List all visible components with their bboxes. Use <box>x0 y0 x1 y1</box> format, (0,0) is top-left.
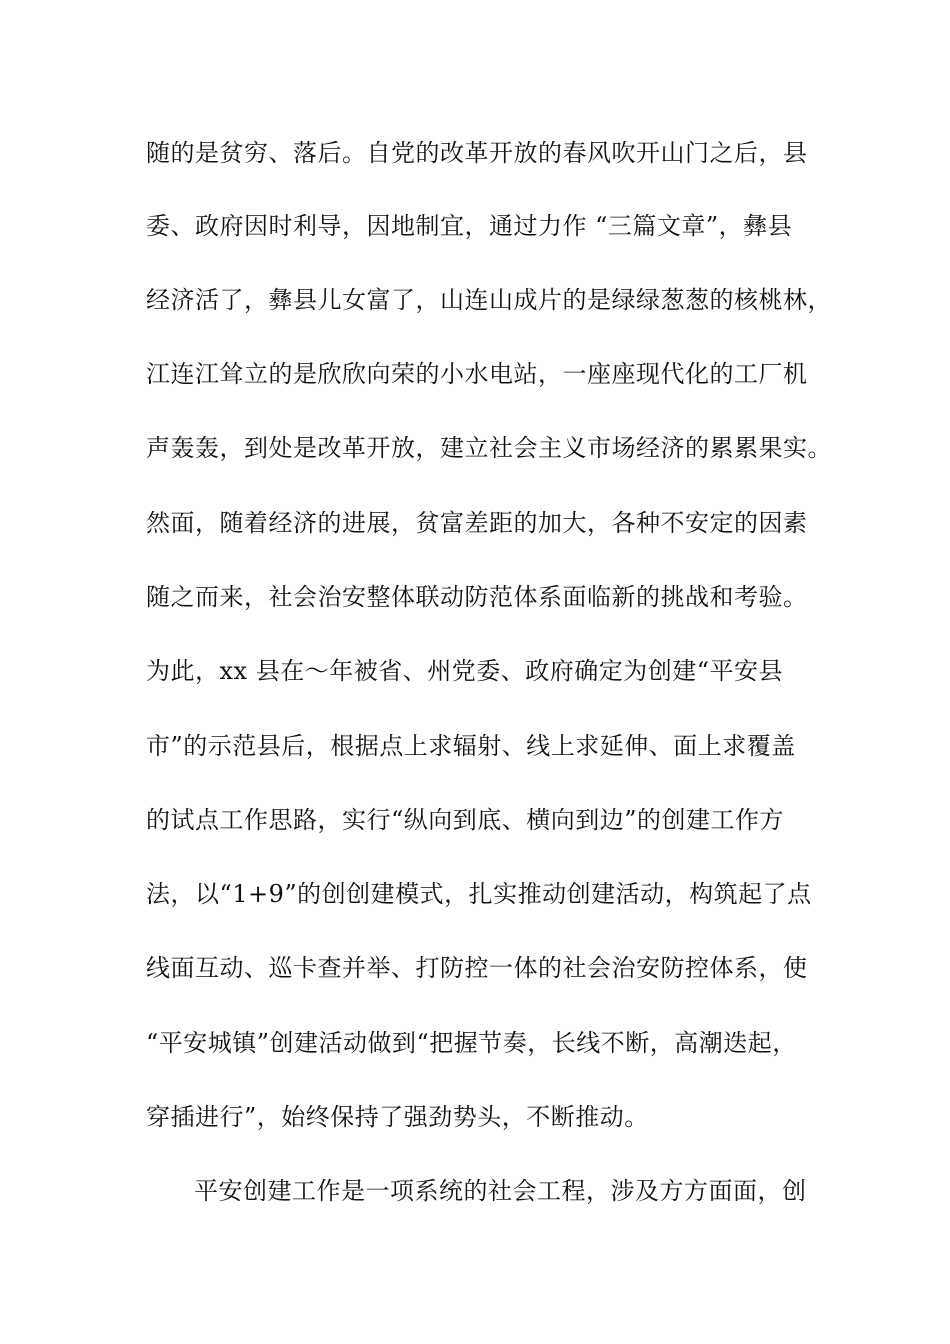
paragraph-line-8: 为此，xx 县在～年被省、州党委、政府确定为创建“平安县 <box>146 657 783 685</box>
paragraph-line-13: “平安城镇”创建活动做到“把握节奏，长线不断，高潮迭起， <box>146 1029 797 1057</box>
paragraph-line-4: 江连江耸立的是欣欣向荣的小水电站，一座座现代化的工厂机 <box>146 360 808 388</box>
paragraph-line-10: 的试点工作思路，实行“纵向到底、横向到边”的创建工作方 <box>146 806 785 834</box>
paragraph-line-1: 随的是贫穷、落后。自党的改革开放的春风吹开山门之后，县 <box>146 139 808 167</box>
paragraph-line-3: 经济活了，彝县儿女富了，山连山成片的是绿绿葱葱的核桃林， <box>146 286 832 314</box>
paragraph-line-11: 法，以“1+9”的创创建模式，扎实推动创建活动，构筑起了点 <box>146 880 812 908</box>
paragraph-line-7: 随之而来，社会治安整体联动防范体系面临新的挑战和考验。 <box>146 583 808 611</box>
paragraph-line-6: 然面，随着经济的进展，贫富差距的加大，各种不安定的因素 <box>146 509 808 537</box>
paragraph-line-15: 平安创建工作是一项系统的社会工程，涉及方方面面，创 <box>194 1177 807 1205</box>
paragraph-line-9: 市”的示范县后，根据点上求辐射、线上求延伸、面上求覆盖 <box>146 732 796 760</box>
paragraph-line-5: 声轰轰，到处是改革开放，建立社会主义市场经济的累累果实。 <box>146 434 832 462</box>
paragraph-line-14: 穿插进行”，始终保持了强劲势头，不断推动。 <box>146 1103 649 1131</box>
paragraph-line-2: 委、政府因时利导，因地制宜，通过力作 “三篇文章”，彝县 <box>146 212 793 240</box>
paragraph-line-12: 线面互动、巡卡查并举、打防控一体的社会治安防控体系，使 <box>146 954 808 982</box>
